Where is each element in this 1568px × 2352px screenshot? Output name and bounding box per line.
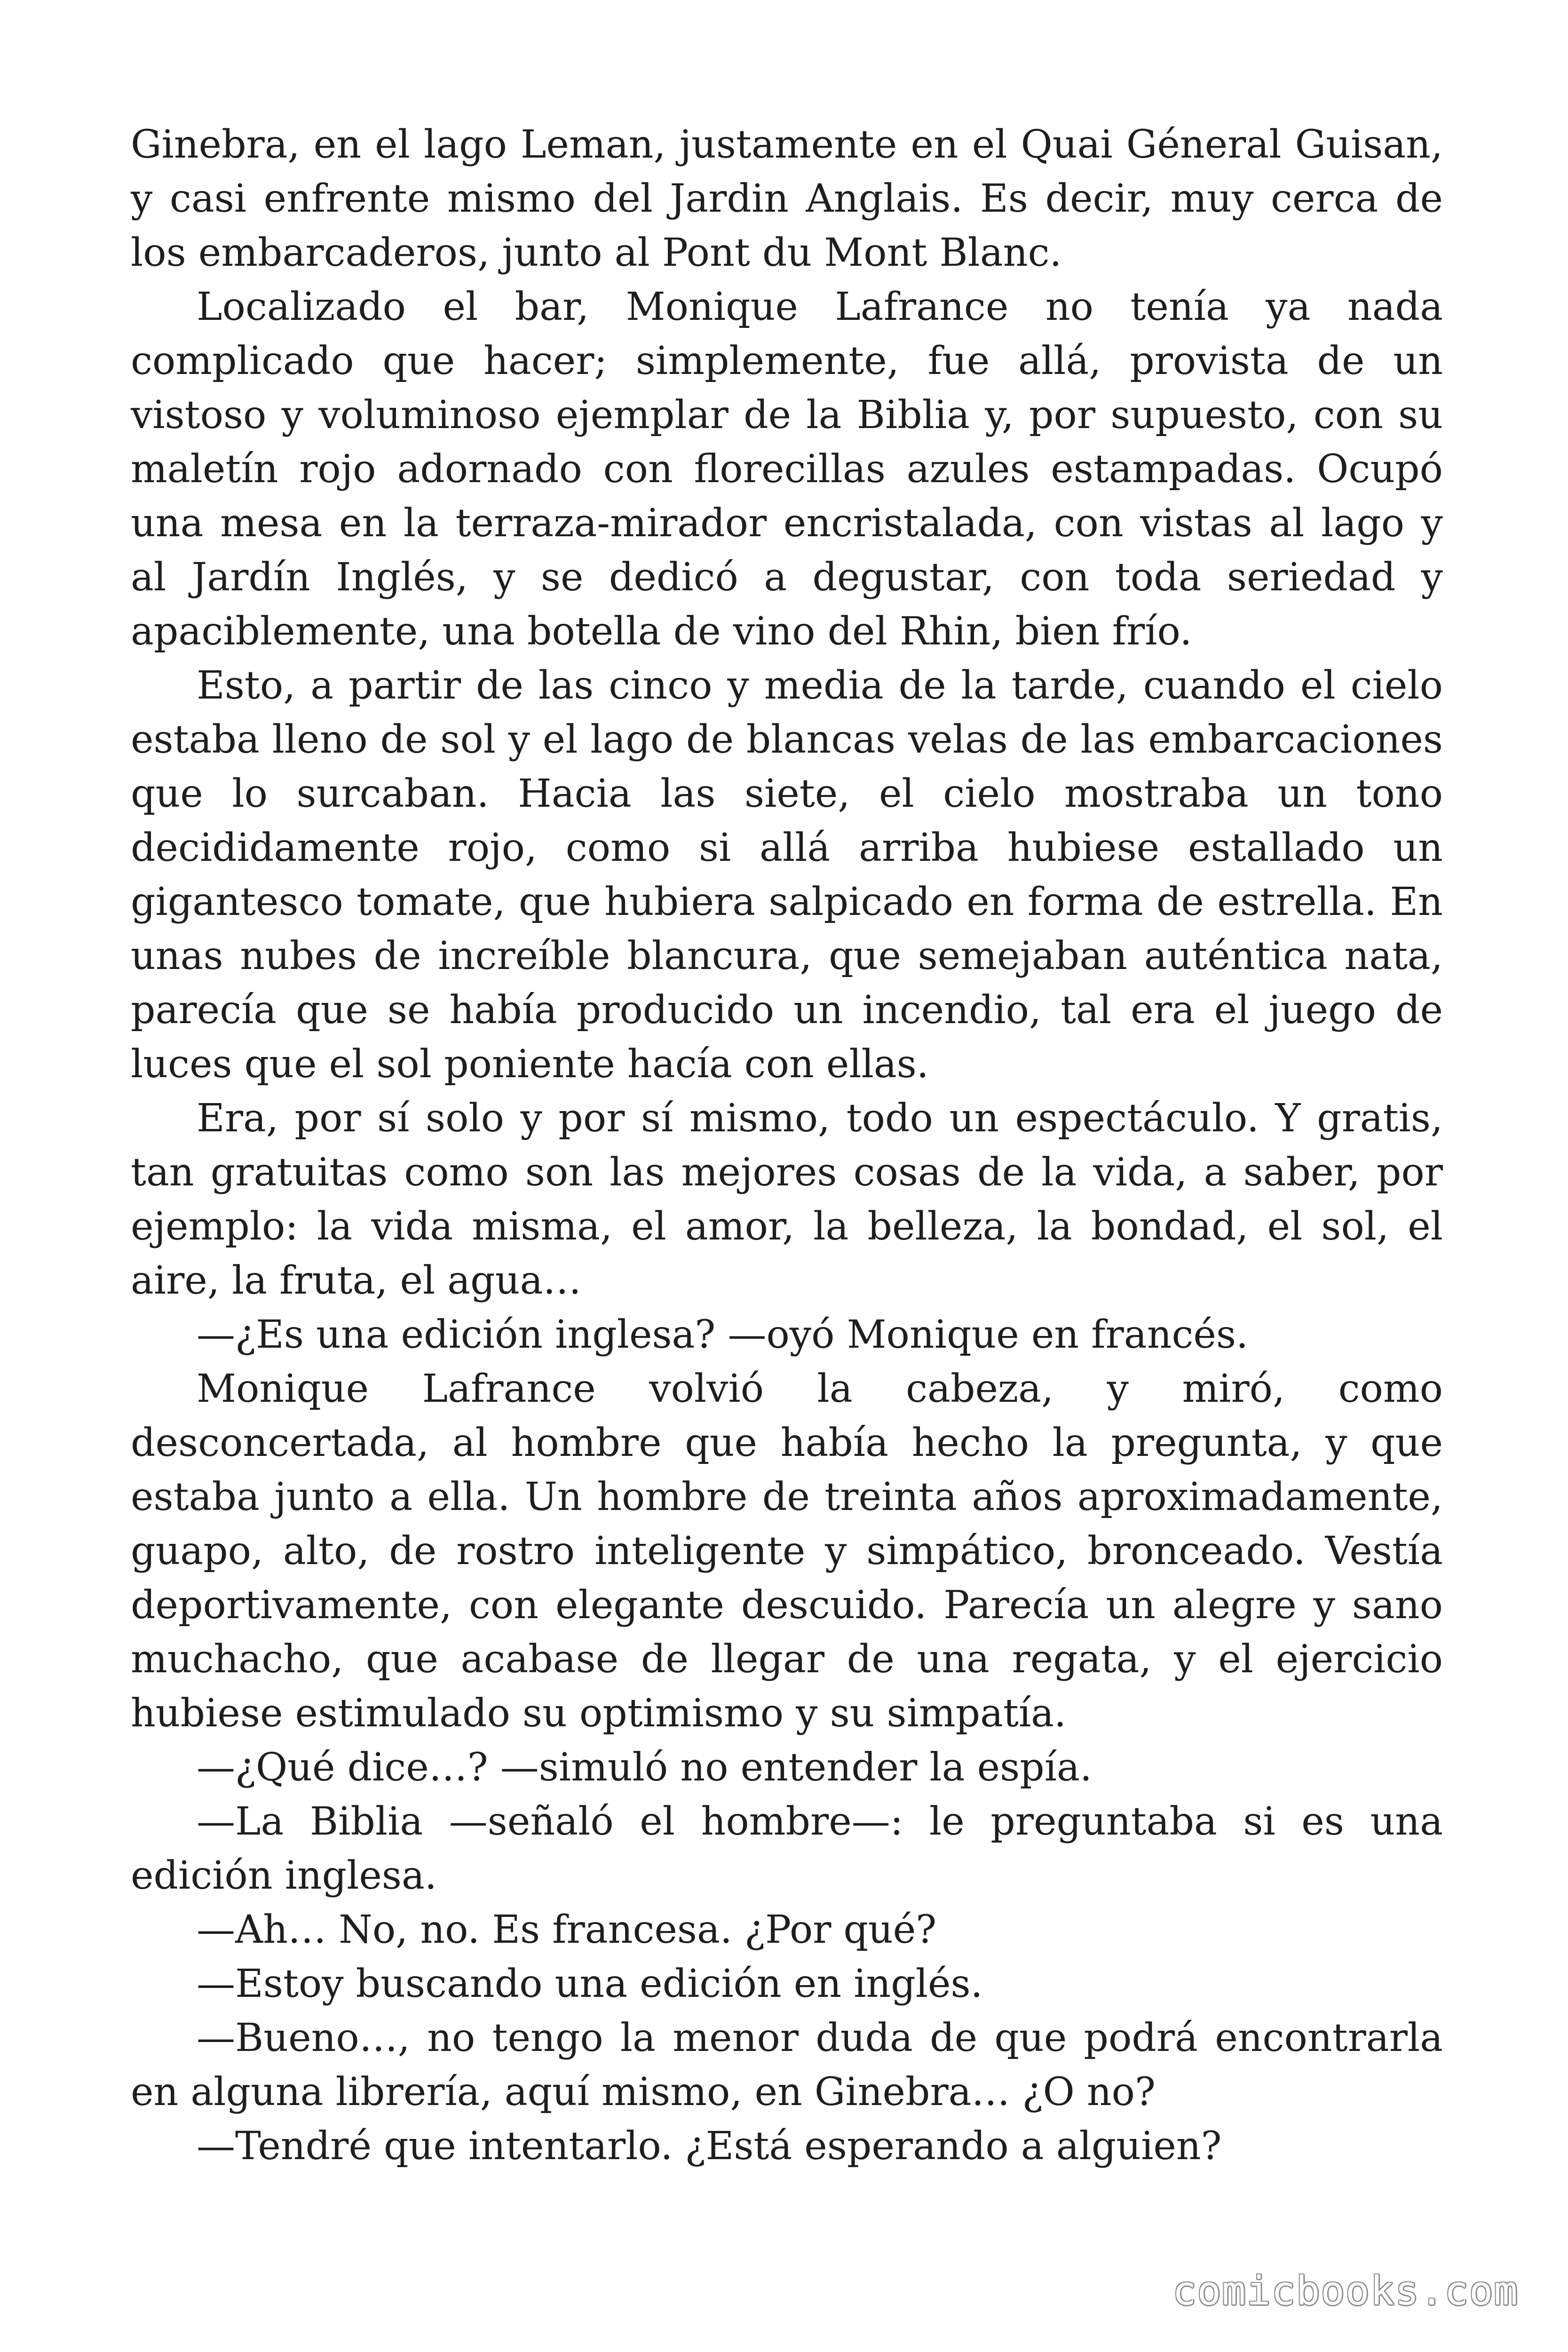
paragraph: Localizado el bar, Monique Lafrance no tenía ya nada complicado que hacer; simplemente, fue allá, provista de un vistoso y voluminoso ejemplar de la Biblia y, por supuesto, con su maletín rojo adornado con florecillas azules estampadas. Ocupó una mesa en la terraza-mirador encristalada, con vistas al lago y al Jardín Inglés, y se dedicó a degustar, con toda seriedad y apaciblemente, una botella de vino del Rhin, bien frío. <box>131 285 1443 654</box>
watermark: comicbooks.com <box>1172 2268 1519 2314</box>
paragraph: Monique Lafrance volvió la cabeza, y miró, como desconcertada, al hombre que había hecho la pregunta, y que estaba junto a ella. Un hombre de treinta años aproximadamente, guapo, alto, de rostro inteligente y simpático, bronceado. Vestía deportivamente, con elegante descuido. Parecía un alegre y sano muchacho, que acabase de llegar de una regata, y el ejercicio hubiese estimulado su optimismo y su simpatía. <box>131 1367 1443 1736</box>
dialogue-line: —Tendré que intentarlo. ¿Está esperando a alguien? <box>197 2124 1222 2169</box>
dialogue-line: —La Biblia —señaló el hombre—: le preguntaba si es una edición inglesa. <box>131 1799 1443 1898</box>
dialogue-line: —¿Es una edición inglesa? —oyó Monique en francés. <box>197 1312 1249 1357</box>
paragraph: Esto, a partir de las cinco y media de la tarde, cuando el cielo estaba lleno de sol y el lago de blancas velas de las embarcaciones que lo surcaban. Hacia las siete, el cielo mostraba un tono decididamente rojo, como si allá arriba hubiese estallado un gigantesco tomate, que hubiera salpicado en forma de estrella. En unas nubes de increíble blancura, que semejaban auténtica nata, parecía que se había producido un incendio, tal era el juego de luces que el sol poniente hacía con ellas. <box>131 663 1443 1087</box>
body-text <box>131 118 1443 2173</box>
dialogue-line: —Bueno…, no tengo la menor duda de que podrá encontrarla en alguna librería, aquí mismo, en Ginebra… ¿O no? <box>131 2016 1443 2114</box>
paragraph: Ginebra, en el lago Leman, justamente en el Quai Géneral Guisan, y casi enfrente mismo del Jardin Anglais. Es decir, muy cerca de los embarcaderos, junto al Pont du Mont Blanc. <box>131 122 1443 275</box>
dialogue-line: —Estoy buscando una edición en inglés. <box>197 1962 983 2006</box>
paragraph: Era, por sí solo y por sí mismo, todo un espectáculo. Y gratis, tan gratuitas como son las mejores cosas de la vida, a saber, por ejemplo: la vida misma, el amor, la belleza, la bondad, el sol, el aire, la fruta, el agua… <box>131 1096 1443 1303</box>
dialogue-line: —Ah… No, no. Es francesa. ¿Por qué? <box>197 1907 937 1952</box>
dialogue-line: —¿Qué dice…? —simuló no entender la espía. <box>197 1745 1092 1790</box>
